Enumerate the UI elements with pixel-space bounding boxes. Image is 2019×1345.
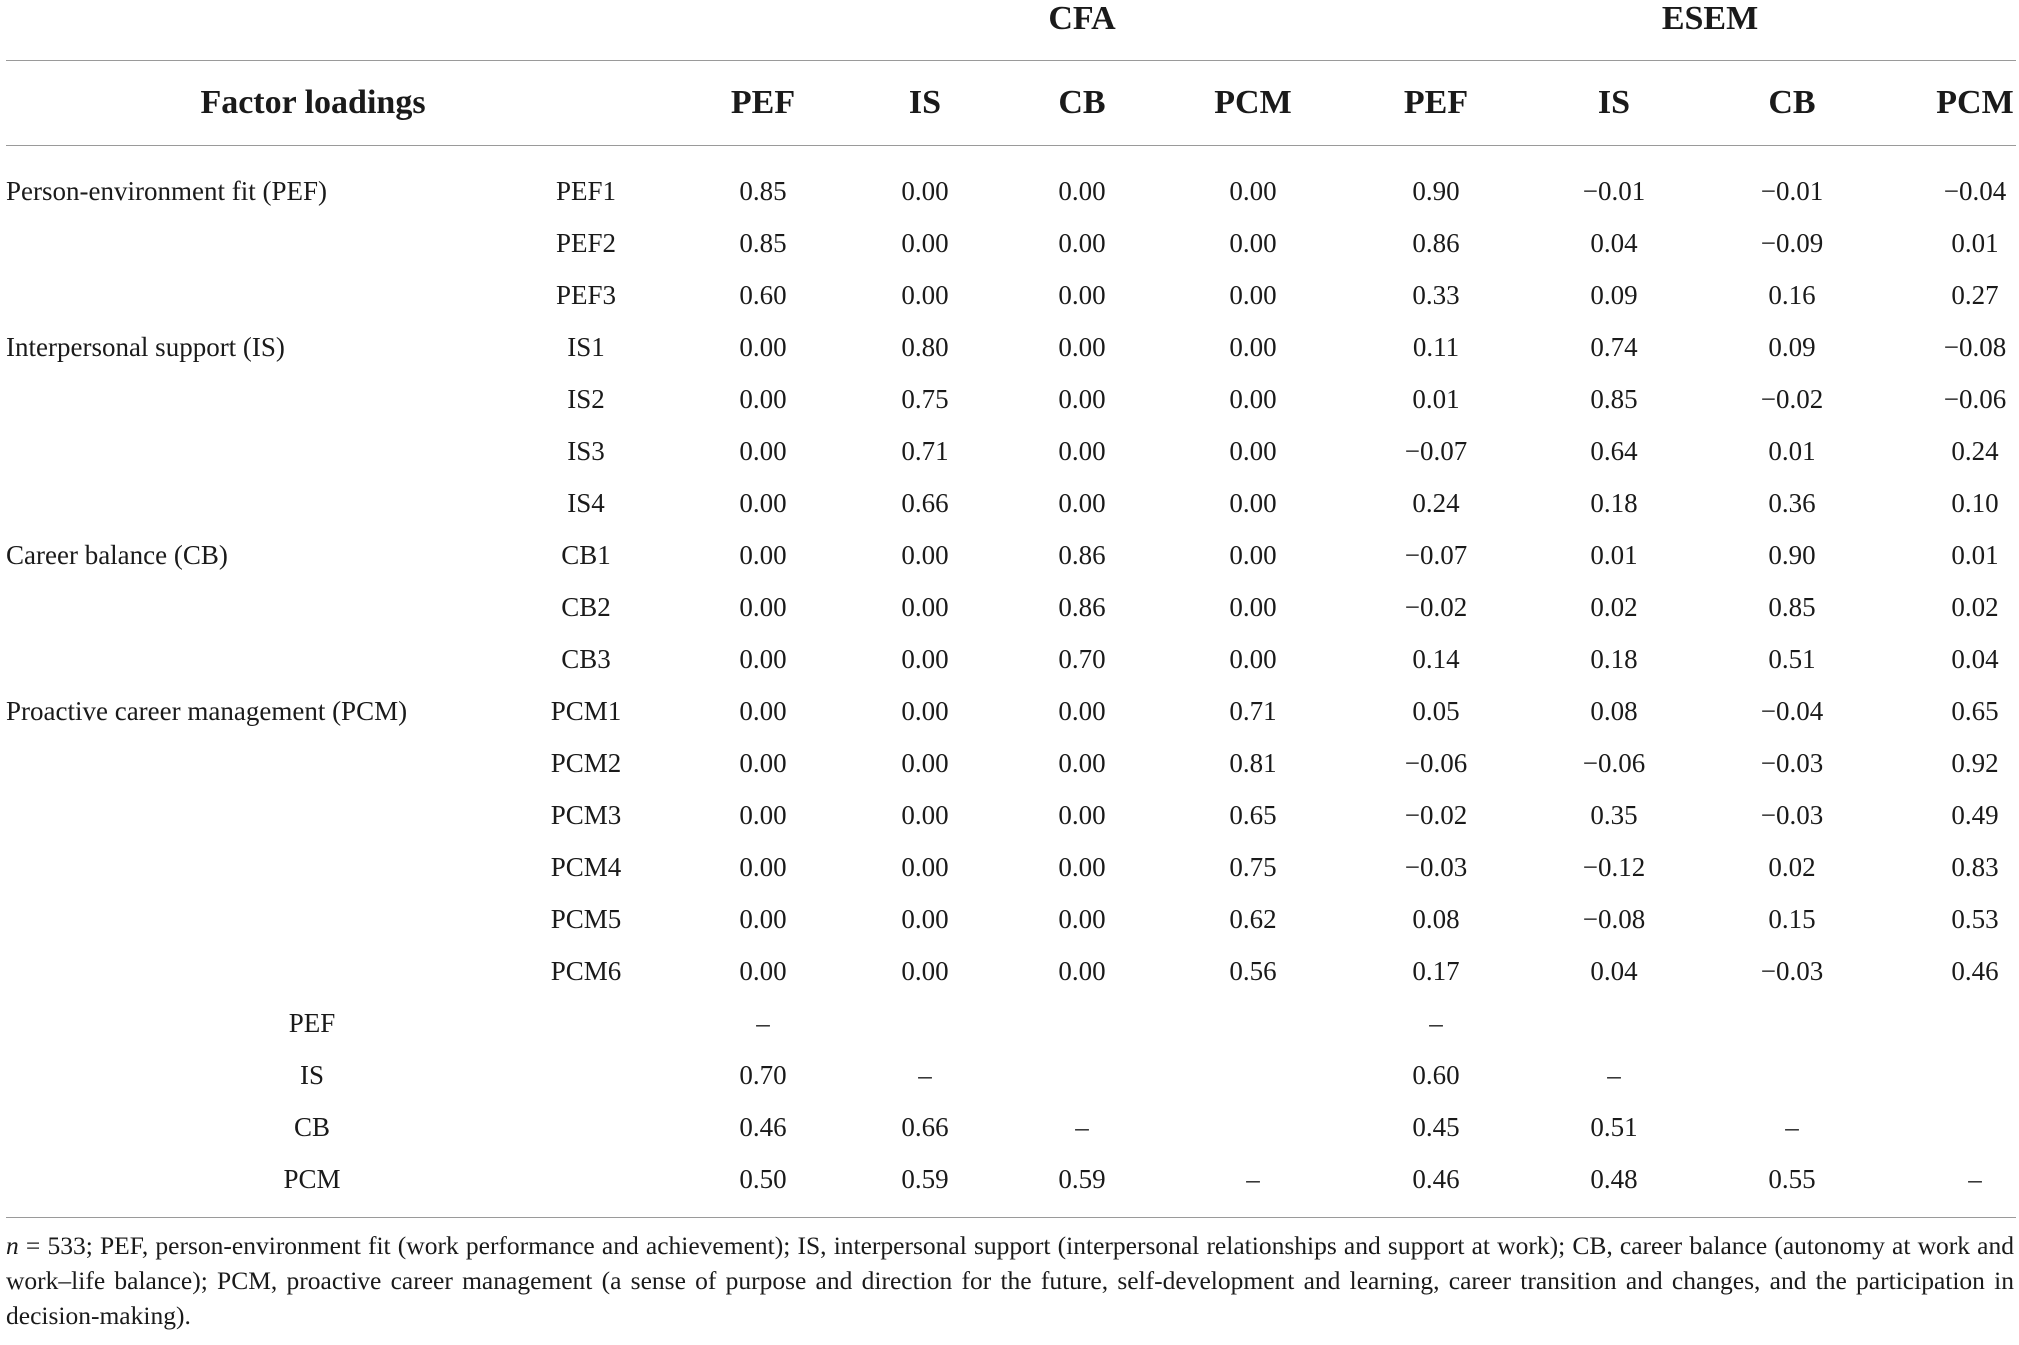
table-cell: 0.00 [901,176,949,206]
table-cell: 0.04 [1590,956,1638,986]
table-cell: 0.00 [1229,176,1277,206]
table-cell: −0.09 [1760,228,1824,258]
table-cell: 0.00 [901,748,949,778]
table-cell: 0.92 [1951,748,1999,778]
correlation-cell: 0.66 [901,1112,949,1142]
rule-header [6,145,2016,146]
table-cell: 0.00 [901,956,949,986]
correlation-cell: – [1246,1164,1260,1194]
table-cell: 0.00 [739,332,787,362]
table-cell: 0.10 [1951,488,1999,518]
correlation-cell: – [1075,1112,1089,1142]
table-cell: 0.81 [1229,748,1277,778]
table-cell: −0.06 [1404,748,1468,778]
rule-top [6,60,2016,61]
table-cell: 0.01 [1951,228,1999,258]
item-label: IS4 [567,488,605,518]
table-cell: 0.00 [1058,228,1106,258]
table-cell: 0.01 [1951,540,1999,570]
table-cell: 0.80 [901,332,949,362]
correlation-label: IS [299,1060,325,1090]
table-cell: 0.00 [901,280,949,310]
table-cell: 0.64 [1590,436,1638,466]
table-cell: 0.00 [1058,748,1106,778]
table-cell: 0.09 [1590,280,1638,310]
table-cell: 0.02 [1951,592,1999,622]
table-cell: −0.01 [1760,176,1824,206]
correlation-cell: – [1429,1008,1443,1038]
table-cell: 0.00 [901,696,949,726]
table-cell: 0.00 [739,644,787,674]
table-cell: 0.90 [1768,540,1816,570]
footnote-n-symbol: n [6,1231,19,1260]
table-cell: 0.00 [901,852,949,882]
factor-label: Career balance (CB) [6,540,228,570]
table-cell: 0.00 [1058,384,1106,414]
table-cell: 0.04 [1951,644,1999,674]
item-label: PEF2 [555,228,617,258]
item-label: CB3 [561,644,611,674]
table-cell: 0.85 [739,228,787,258]
factor-label: Interpersonal support (IS) [6,332,285,362]
table-cell: −0.03 [1404,852,1468,882]
item-label: PCM2 [550,748,622,778]
table-cell: 0.65 [1951,696,1999,726]
item-label: PEF1 [555,176,617,206]
item-label: PCM6 [550,956,622,986]
table-cell: 0.00 [739,488,787,518]
table-cell: 0.00 [901,904,949,934]
table-cell: 0.00 [739,540,787,570]
table-cell: 0.14 [1412,644,1460,674]
table-cell: 0.17 [1412,956,1460,986]
column-header: PEF [730,84,796,121]
table-cell: 0.00 [1058,852,1106,882]
table-cell: 0.00 [1058,696,1106,726]
table-cell: 0.85 [1768,592,1816,622]
correlation-cell: 0.70 [739,1060,787,1090]
table-cell: −0.06 [1943,384,2007,414]
table-cell: −0.01 [1582,176,1646,206]
table-cell: 0.65 [1229,800,1277,830]
table-cell: 0.16 [1768,280,1816,310]
correlation-label: PEF [288,1008,336,1038]
table-cell: 0.18 [1590,488,1638,518]
item-label: IS2 [567,384,605,414]
table-cell: −0.06 [1582,748,1646,778]
row-header-factor-loadings: Factor loadings [200,84,426,121]
table-cell: 0.33 [1412,280,1460,310]
table-cell: 0.00 [1058,488,1106,518]
column-header: CB [1058,84,1106,121]
rule-bottom [6,1217,2016,1218]
table-cell: 0.00 [1229,228,1277,258]
table-cell: 0.18 [1590,644,1638,674]
item-label: PCM3 [550,800,622,830]
table-cell: −0.07 [1404,540,1468,570]
table-cell: 0.62 [1229,904,1277,934]
correlation-cell: 0.46 [739,1112,787,1142]
correlation-cell: 0.48 [1590,1164,1638,1194]
table-cell: 0.02 [1590,592,1638,622]
table-cell: 0.71 [901,436,949,466]
correlation-cell: 0.50 [739,1164,787,1194]
correlation-cell: 0.55 [1768,1164,1816,1194]
item-label: PCM5 [550,904,622,934]
table-cell: 0.00 [1229,436,1277,466]
table-cell: 0.00 [739,904,787,934]
table-cell: 0.53 [1951,904,1999,934]
table-cell: 0.83 [1951,852,1999,882]
footnote-text: = 533; PEF, person-environment fit (work performance and achievement); IS, interpersonal support (interpersonal relationships and support at work); CB, career balance (autonomy at work and work–life balance); PCM, proactive career management (a sense of purpose and direction for the future, self-development and learning, career transition and changes, and the participation in decision-making). [6,1231,2014,1330]
correlation-cell: – [1785,1112,1799,1142]
table-cell: 0.56 [1229,956,1277,986]
correlation-cell: 0.59 [1058,1164,1106,1194]
item-label: IS3 [567,436,605,466]
correlation-cell: 0.60 [1412,1060,1460,1090]
correlation-label: CB [293,1112,331,1142]
table-cell: 0.86 [1058,592,1106,622]
table-cell: 0.02 [1768,852,1816,882]
table-cell: 0.46 [1951,956,1999,986]
table-cell: −0.02 [1404,592,1468,622]
correlation-label: PCM [283,1164,341,1194]
table-cell: 0.00 [901,540,949,570]
factor-label: Proactive career management (PCM) [6,696,408,726]
column-header: PCM [1214,84,1292,121]
table-cell: 0.86 [1058,540,1106,570]
table-cell: 0.09 [1768,332,1816,362]
table-cell: 0.00 [1058,904,1106,934]
table-cell: 0.01 [1768,436,1816,466]
table-cell: −0.04 [1943,176,2007,206]
table-cell: 0.00 [1229,488,1277,518]
table-cell: 0.00 [739,852,787,882]
table-cell: 0.36 [1768,488,1816,518]
correlation-cell: 0.46 [1412,1164,1460,1194]
group-header-cfa: CFA [1048,0,1116,37]
table-cell: −0.08 [1943,332,2007,362]
correlation-cell: 0.51 [1590,1112,1638,1142]
table-cell: 0.27 [1951,280,1999,310]
column-header: IS [1597,84,1631,121]
correlation-cell: – [1607,1060,1621,1090]
table-cell: −0.08 [1582,904,1646,934]
table-cell: 0.00 [1058,436,1106,466]
table-cell: 0.00 [1229,592,1277,622]
table-cell: 0.85 [739,176,787,206]
table-cell: 0.24 [1412,488,1460,518]
table-cell: 0.00 [1229,332,1277,362]
table-cell: 0.01 [1590,540,1638,570]
table-cell: −0.02 [1404,800,1468,830]
table-cell: 0.00 [1058,956,1106,986]
table-cell: 0.86 [1412,228,1460,258]
table-cell: 0.00 [1229,540,1277,570]
table-cell: 0.00 [1229,280,1277,310]
table-cell: −0.04 [1760,696,1824,726]
table-cell: 0.75 [901,384,949,414]
table-cell: 0.90 [1412,176,1460,206]
table-cell: 0.00 [739,800,787,830]
table-cell: 0.08 [1590,696,1638,726]
table-cell: 0.00 [1058,176,1106,206]
item-label: IS1 [567,332,605,362]
table-cell: 0.75 [1229,852,1277,882]
column-header: IS [908,84,942,121]
table-cell: −0.03 [1760,956,1824,986]
table-cell: 0.74 [1590,332,1638,362]
table-cell: −0.07 [1404,436,1468,466]
table-cell: 0.08 [1412,904,1460,934]
table-cell: −0.02 [1760,384,1824,414]
item-label: CB2 [561,592,611,622]
table-cell: 0.00 [1229,644,1277,674]
table-cell: 0.00 [901,592,949,622]
table-cell: 0.35 [1590,800,1638,830]
table-cell: 0.49 [1951,800,1999,830]
table-cell: 0.00 [739,696,787,726]
table-cell: 0.04 [1590,228,1638,258]
factor-label: Person-environment fit (PEF) [6,176,327,206]
correlation-cell: – [1968,1164,1982,1194]
correlation-cell: – [756,1008,770,1038]
table-cell: 0.00 [739,748,787,778]
table-cell: 0.00 [739,592,787,622]
table-cell: 0.70 [1058,644,1106,674]
column-header: PEF [1403,84,1469,121]
table-footnote [6,1228,2014,1333]
item-label: PCM1 [550,696,622,726]
table-cell: 0.00 [1058,800,1106,830]
column-header: CB [1768,84,1816,121]
table-cell: 0.00 [739,436,787,466]
correlation-cell: – [918,1060,932,1090]
table-cell: 0.00 [739,384,787,414]
table-cell: 0.05 [1412,696,1460,726]
item-label: CB1 [561,540,611,570]
table-cell: 0.24 [1951,436,1999,466]
table-cell: 0.00 [1058,332,1106,362]
table-cell: −0.03 [1760,748,1824,778]
table-cell: 0.71 [1229,696,1277,726]
group-header-esem: ESEM [1661,0,1759,37]
item-label: PEF3 [555,280,617,310]
table-cell: 0.00 [1058,280,1106,310]
table-cell: 0.00 [901,800,949,830]
table-cell: 0.00 [739,956,787,986]
table-cell: 0.85 [1590,384,1638,414]
item-label: PCM4 [550,852,622,882]
table-cell: 0.00 [901,228,949,258]
correlation-cell: 0.45 [1412,1112,1460,1142]
table-cell: 0.11 [1412,332,1460,362]
table-cell: 0.15 [1768,904,1816,934]
table-cell: −0.03 [1760,800,1824,830]
table-cell: 0.60 [739,280,787,310]
table-cell: 0.00 [1229,384,1277,414]
column-header: PCM [1936,84,2014,121]
table-cell: 0.01 [1412,384,1460,414]
table-cell: −0.12 [1582,852,1646,882]
table-cell: 0.51 [1768,644,1816,674]
table-cell: 0.66 [901,488,949,518]
table-cell: 0.00 [901,644,949,674]
correlation-cell: 0.59 [901,1164,949,1194]
